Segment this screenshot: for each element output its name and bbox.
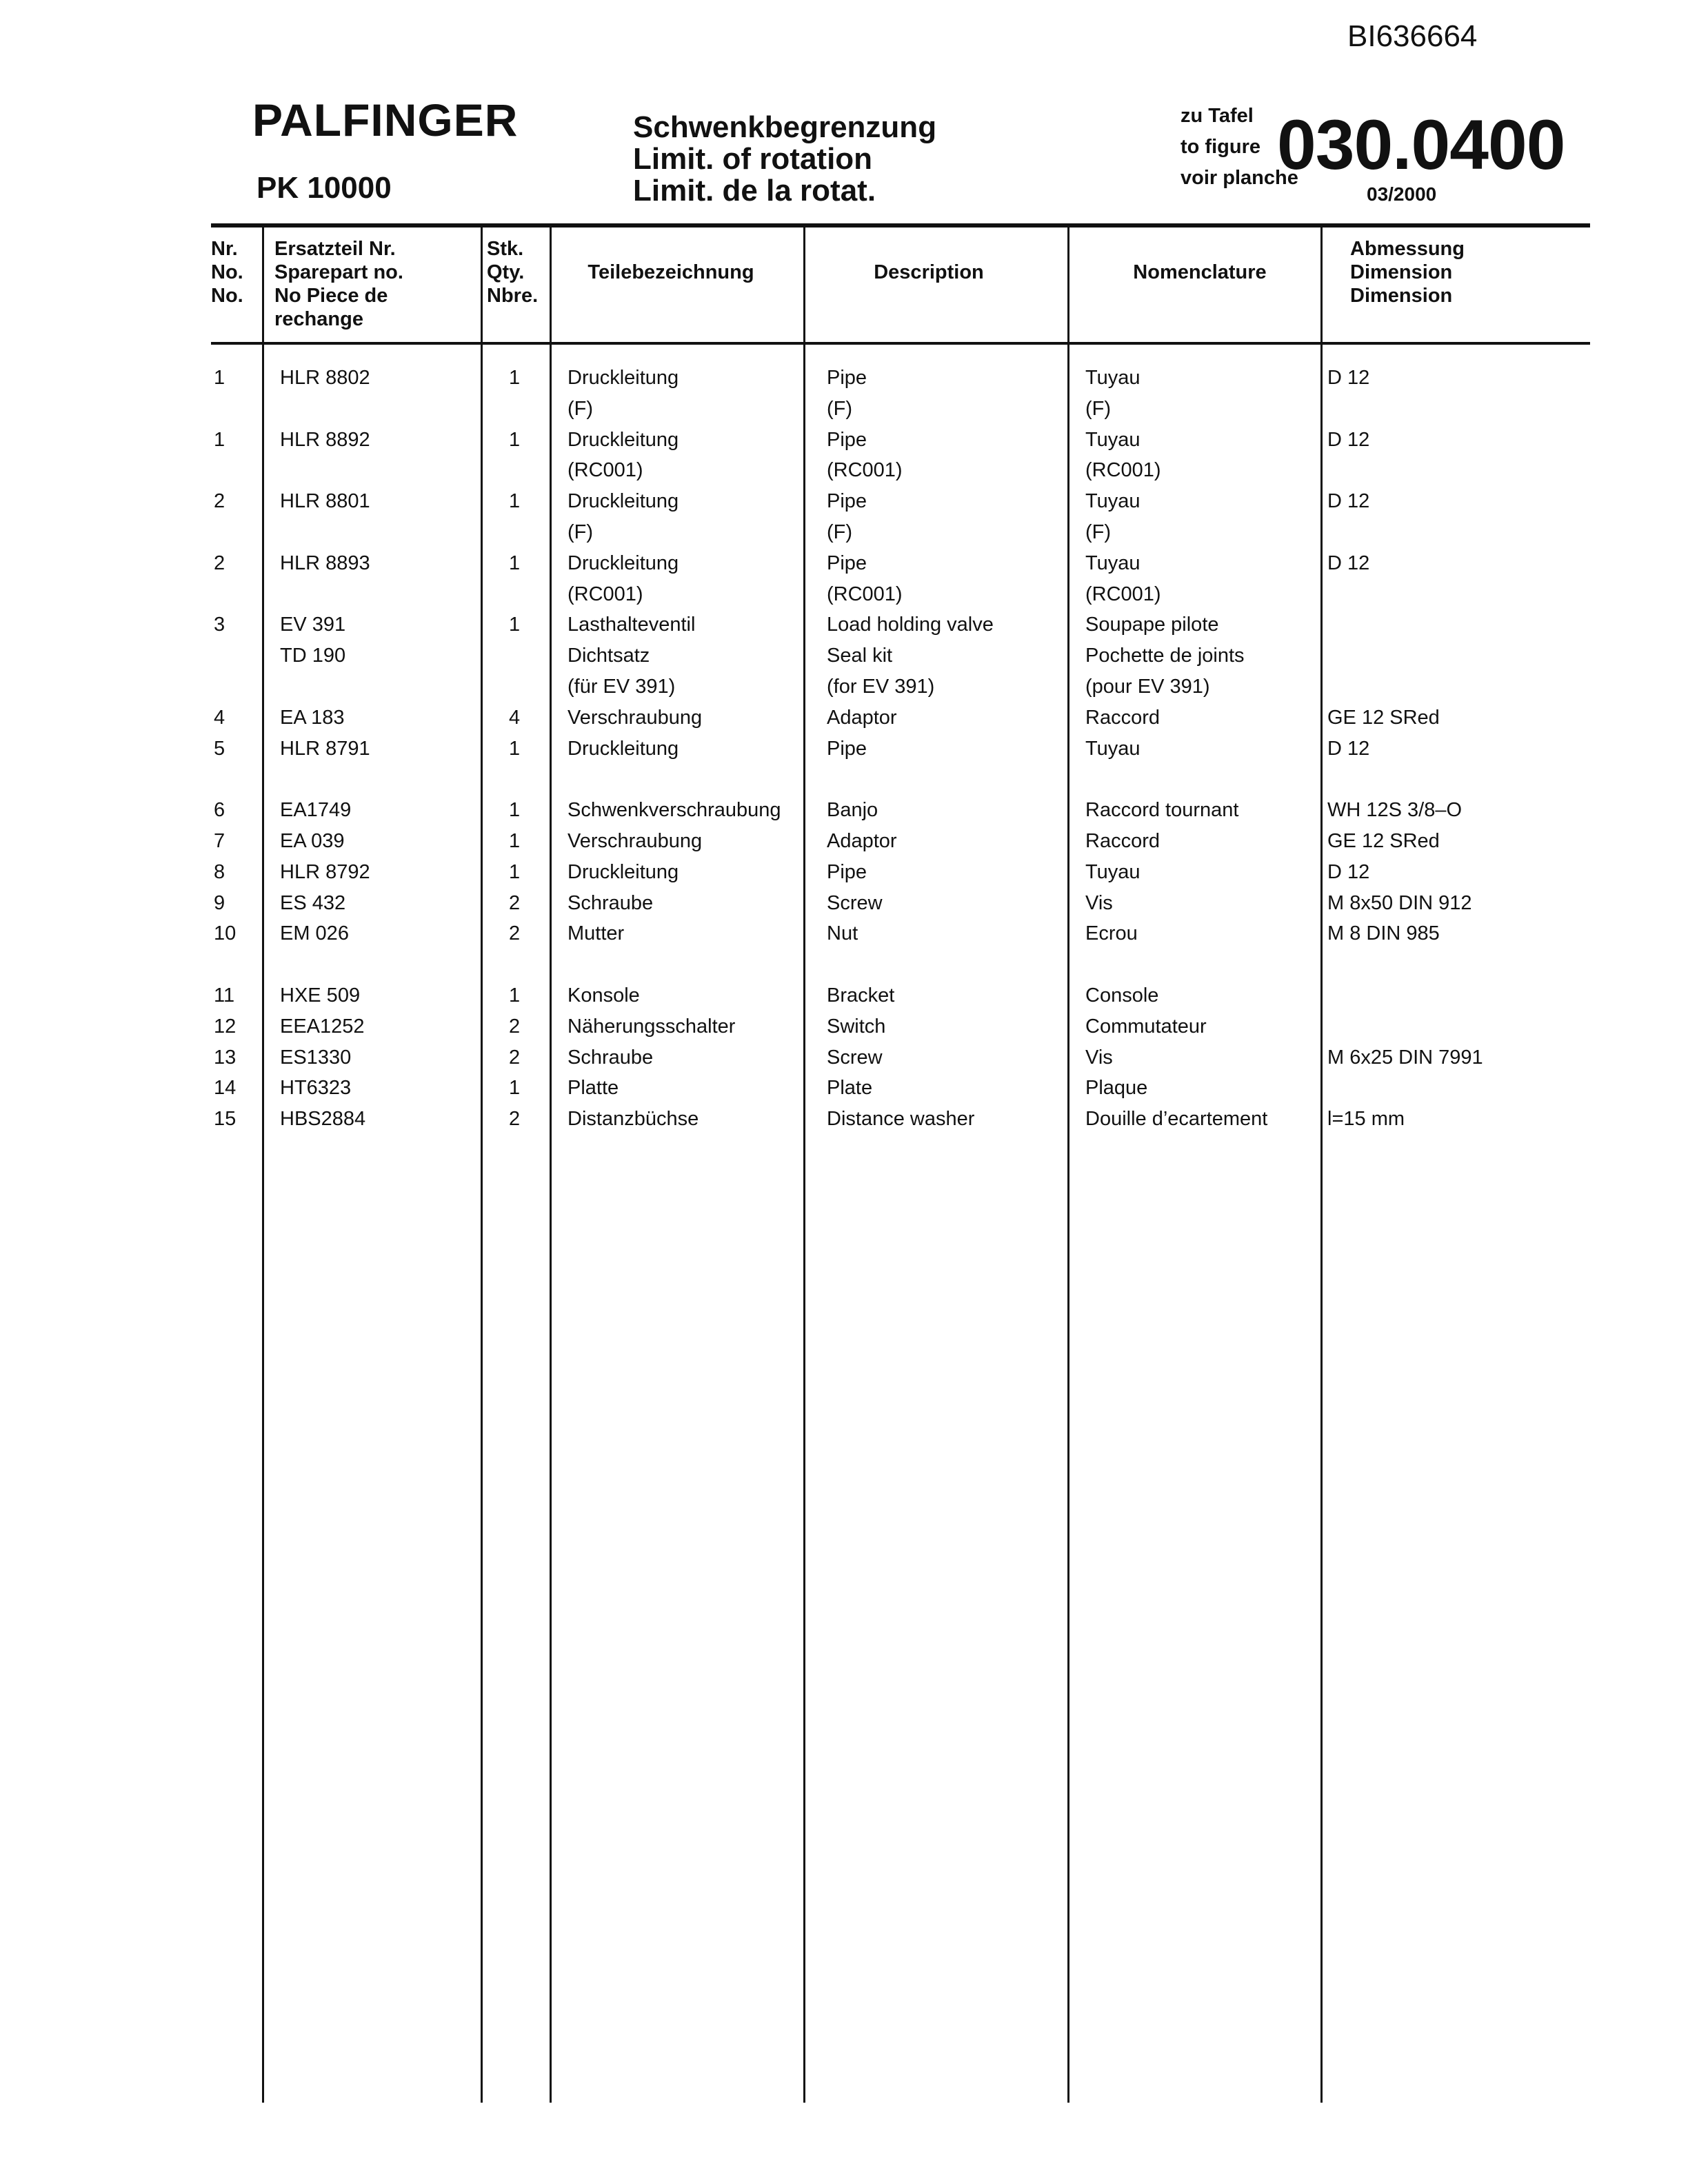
figure-label-fr: voir planche <box>1180 167 1298 189</box>
cell-name-en: (for EV 391) <box>827 676 935 698</box>
cell-item-number: 2 <box>214 552 225 574</box>
cell-dimension: M 6x25 DIN 7991 <box>1327 1046 1483 1069</box>
title-en: Limit. of rotation <box>633 142 873 176</box>
cell-part-number: HXE 509 <box>280 984 361 1007</box>
figure-date: 03/2000 <box>1367 183 1437 205</box>
cell-dimension: M 8x50 DIN 912 <box>1327 892 1472 914</box>
cell-name-fr: (F) <box>1085 521 1112 543</box>
cell-name-de: (F) <box>567 521 594 543</box>
cell-part-number: EA 183 <box>280 707 345 729</box>
cell-dimension: WH 12S 3/8–O <box>1327 799 1463 821</box>
cell-part-number: HLR 8791 <box>280 738 370 760</box>
cell-part-number: HLR 8801 <box>280 490 370 512</box>
cell-name-de: Distanzbüchse <box>567 1108 699 1130</box>
header-top-rule <box>211 223 1590 228</box>
cell-part-number: EM 026 <box>280 922 349 944</box>
cell-item-number: 3 <box>214 614 225 636</box>
cell-item-number: 9 <box>214 892 225 914</box>
cell-name-de: Schraube <box>567 1046 654 1069</box>
cell-part-number: HLR 8802 <box>280 367 370 389</box>
cell-quantity: 2 <box>509 1015 521 1038</box>
cell-name-de: Lasthalteventil <box>567 614 696 636</box>
cell-part-number: HBS2884 <box>280 1108 366 1130</box>
cell-quantity: 1 <box>509 429 521 451</box>
cell-name-en: Adaptor <box>827 707 897 729</box>
cell-name-de: Dichtsatz <box>567 645 650 667</box>
cell-name-en: (RC001) <box>827 583 903 605</box>
cell-name-en: Nut <box>827 922 858 944</box>
cell-quantity: 2 <box>509 922 521 944</box>
cell-dimension: GE 12 SRed <box>1327 707 1440 729</box>
cell-name-de: (F) <box>567 398 594 420</box>
cell-name-de: Verschraubung <box>567 830 703 852</box>
cell-name-de: Verschraubung <box>567 707 703 729</box>
cell-name-en: (RC001) <box>827 459 903 481</box>
cell-name-fr: Vis <box>1085 1046 1113 1069</box>
column-header-rule <box>211 342 1590 345</box>
cell-dimension: D 12 <box>1327 738 1370 760</box>
cell-quantity: 1 <box>509 984 521 1007</box>
cell-name-fr: (RC001) <box>1085 459 1161 481</box>
cell-name-en: Pipe <box>827 861 867 883</box>
cell-dimension: D 12 <box>1327 552 1370 574</box>
cell-name-fr: Commutateur <box>1085 1015 1207 1038</box>
cell-name-fr: Raccord <box>1085 707 1160 729</box>
cell-name-en: Distance washer <box>827 1108 975 1130</box>
cell-name-fr: Tuyau <box>1085 490 1141 512</box>
cell-quantity: 1 <box>509 490 521 512</box>
cell-item-number: 2 <box>214 490 225 512</box>
cell-name-de: Druckleitung <box>567 861 679 883</box>
cell-name-en: (F) <box>827 398 853 420</box>
column-divider <box>803 228 805 2103</box>
cell-name-en: Pipe <box>827 738 867 760</box>
cell-name-fr: Tuyau <box>1085 738 1141 760</box>
cell-name-de: Konsole <box>567 984 640 1007</box>
cell-name-en: Pipe <box>827 552 867 574</box>
cell-name-fr: Tuyau <box>1085 552 1141 574</box>
column-header-part-number: Ersatzteil Nr. Sparepart no. No Piece de rechange <box>274 238 403 330</box>
column-header-dimension: Abmessung Dimension Dimension <box>1350 238 1465 307</box>
cell-name-fr: Plaque <box>1085 1077 1148 1099</box>
cell-name-fr: Raccord tournant <box>1085 799 1239 821</box>
cell-dimension: l=15 mm <box>1327 1108 1405 1130</box>
cell-name-en: Adaptor <box>827 830 897 852</box>
cell-name-fr: Soupape pilote <box>1085 614 1219 636</box>
cell-part-number: HLR 8892 <box>280 429 370 451</box>
cell-name-de: Platte <box>567 1077 619 1099</box>
cell-quantity: 2 <box>509 892 521 914</box>
cell-item-number: 13 <box>214 1046 237 1069</box>
cell-item-number: 12 <box>214 1015 237 1038</box>
cell-name-en: Switch <box>827 1015 886 1038</box>
cell-item-number: 1 <box>214 429 225 451</box>
cell-quantity: 4 <box>509 707 521 729</box>
cell-name-de: Mutter <box>567 922 625 944</box>
cell-item-number: 8 <box>214 861 225 883</box>
cell-item-number: 4 <box>214 707 225 729</box>
cell-quantity: 1 <box>509 614 521 636</box>
cell-quantity: 1 <box>509 861 521 883</box>
cell-dimension: GE 12 SRed <box>1327 830 1440 852</box>
cell-item-number: 11 <box>214 984 235 1007</box>
cell-name-de: Druckleitung <box>567 552 679 574</box>
cell-quantity: 2 <box>509 1108 521 1130</box>
figure-number: 030.0400 <box>1277 105 1565 184</box>
cell-name-fr: (F) <box>1085 398 1112 420</box>
cell-name-fr: Vis <box>1085 892 1113 914</box>
cell-dimension: M 8 DIN 985 <box>1327 922 1440 944</box>
cell-part-number: EEA1252 <box>280 1015 365 1038</box>
column-divider <box>1067 228 1069 2103</box>
cell-name-fr: Tuyau <box>1085 861 1141 883</box>
cell-quantity: 1 <box>509 799 521 821</box>
column-header-quantity: Stk. Qty. Nbre. <box>487 238 539 307</box>
model-name: PK 10000 <box>257 171 392 205</box>
cell-part-number: HLR 8792 <box>280 861 370 883</box>
column-divider <box>481 228 483 2103</box>
column-header-nr: Nr. No. No. <box>211 238 243 307</box>
cell-name-de: Schraube <box>567 892 654 914</box>
cell-name-en: Banjo <box>827 799 878 821</box>
cell-name-fr: Console <box>1085 984 1159 1007</box>
cell-quantity: 1 <box>509 830 521 852</box>
brand-logo-text: PALFINGER <box>252 94 519 145</box>
cell-part-number: EA 039 <box>280 830 345 852</box>
cell-name-de: Näherungsschalter <box>567 1015 736 1038</box>
column-divider <box>550 228 552 2103</box>
cell-item-number: 7 <box>214 830 225 852</box>
cell-item-number: 14 <box>214 1077 237 1099</box>
column-header-teilebezeichnung: Teilebezeichnung <box>587 261 754 283</box>
cell-name-en: Load holding valve <box>827 614 994 636</box>
cell-name-de: Druckleitung <box>567 490 679 512</box>
cell-name-de: Druckleitung <box>567 429 679 451</box>
title-de: Schwenkbegrenzung <box>633 110 937 144</box>
cell-quantity: 2 <box>509 1046 521 1069</box>
cell-part-number: HLR 8893 <box>280 552 370 574</box>
cell-name-en: (F) <box>827 521 853 543</box>
cell-name-en: Seal kit <box>827 645 893 667</box>
cell-part-number: TD 190 <box>280 645 346 667</box>
cell-name-fr: Tuyau <box>1085 429 1141 451</box>
cell-part-number: ES1330 <box>280 1046 352 1069</box>
cell-name-de: Schwenkverschraubung <box>567 799 781 821</box>
cell-name-de: Druckleitung <box>567 367 679 389</box>
figure-label-de: zu Tafel <box>1180 105 1254 127</box>
cell-name-fr: Ecrou <box>1085 922 1138 944</box>
cell-name-fr: Douille d’ecartement <box>1085 1108 1268 1130</box>
column-header-nomenclature: Nomenclature <box>1133 261 1267 283</box>
title-fr: Limit. de la rotat. <box>633 174 876 208</box>
cell-dimension: D 12 <box>1327 861 1370 883</box>
cell-quantity: 1 <box>509 1077 521 1099</box>
cell-name-en: Pipe <box>827 367 867 389</box>
cell-name-fr: Pochette de joints <box>1085 645 1245 667</box>
cell-name-fr: (pour EV 391) <box>1085 676 1210 698</box>
column-divider <box>1320 228 1323 2103</box>
column-header-description: Description <box>874 261 984 283</box>
document-id: BI636664 <box>1347 19 1478 53</box>
cell-item-number: 10 <box>214 922 237 944</box>
cell-quantity: 1 <box>509 552 521 574</box>
cell-item-number: 6 <box>214 799 225 821</box>
cell-name-de: Druckleitung <box>567 738 679 760</box>
cell-quantity: 1 <box>509 738 521 760</box>
cell-part-number: EV 391 <box>280 614 346 636</box>
cell-part-number: HT6323 <box>280 1077 352 1099</box>
cell-item-number: 1 <box>214 367 225 389</box>
cell-name-de: (für EV 391) <box>567 676 676 698</box>
cell-part-number: EA1749 <box>280 799 352 821</box>
cell-name-en: Screw <box>827 892 883 914</box>
cell-quantity: 1 <box>509 367 521 389</box>
cell-name-en: Plate <box>827 1077 873 1099</box>
cell-name-de: (RC001) <box>567 459 643 481</box>
cell-dimension: D 12 <box>1327 429 1370 451</box>
cell-item-number: 5 <box>214 738 225 760</box>
cell-name-fr: (RC001) <box>1085 583 1161 605</box>
cell-name-en: Pipe <box>827 429 867 451</box>
cell-dimension: D 12 <box>1327 367 1370 389</box>
column-divider <box>262 228 264 2103</box>
cell-name-de: (RC001) <box>567 583 643 605</box>
cell-name-en: Screw <box>827 1046 883 1069</box>
cell-name-fr: Tuyau <box>1085 367 1141 389</box>
cell-name-en: Pipe <box>827 490 867 512</box>
figure-label-en: to figure <box>1180 136 1260 158</box>
cell-part-number: ES 432 <box>280 892 346 914</box>
cell-name-en: Bracket <box>827 984 895 1007</box>
cell-name-fr: Raccord <box>1085 830 1160 852</box>
cell-dimension: D 12 <box>1327 490 1370 512</box>
cell-item-number: 15 <box>214 1108 237 1130</box>
